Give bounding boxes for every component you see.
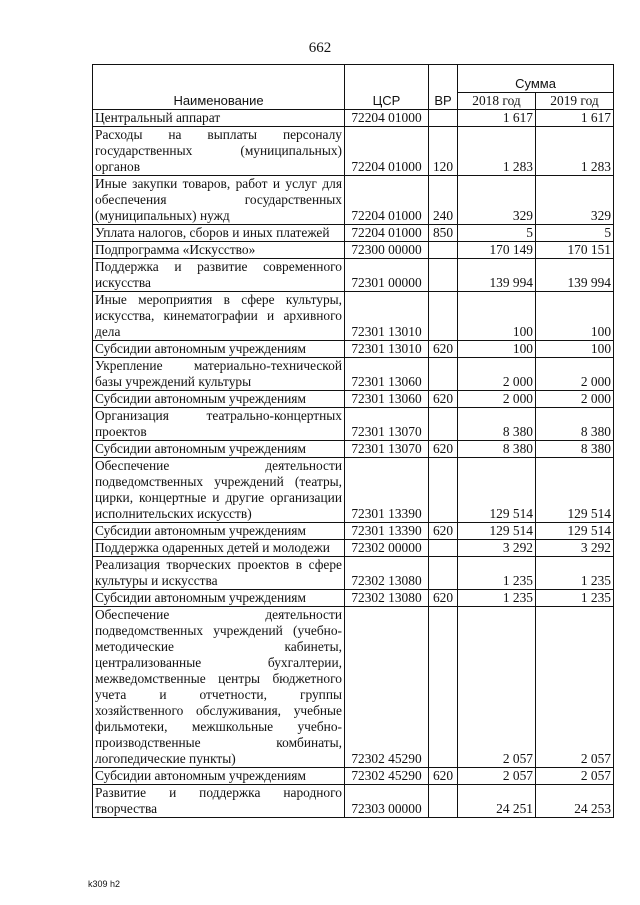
cell-2018: 5 bbox=[458, 225, 536, 242]
cell-2018: 100 bbox=[458, 341, 536, 358]
cell-name: Реализация творческих проектов в сфере культуры и искусства bbox=[93, 557, 345, 590]
cell-vr bbox=[429, 110, 458, 127]
cell-csr: 72204 01000 bbox=[345, 110, 429, 127]
cell-vr bbox=[429, 358, 458, 391]
table-row bbox=[93, 441, 614, 458]
cell-vr bbox=[429, 458, 458, 523]
footer-code: k309 h2 bbox=[88, 879, 121, 889]
cell-name: Организация театрально-концертных проектов bbox=[93, 408, 345, 441]
cell-2019: 100 bbox=[536, 292, 614, 341]
cell-vr bbox=[429, 557, 458, 590]
cell-name: Субсидии автономным учреждениям bbox=[93, 768, 345, 785]
table-row bbox=[93, 225, 614, 242]
cell-name: Центральный аппарат bbox=[93, 110, 345, 127]
cell-2019: 1 235 bbox=[536, 557, 614, 590]
cell-csr: 72301 13010 bbox=[345, 292, 429, 341]
cell-2019: 2 000 bbox=[536, 391, 614, 408]
cell-csr: 72301 13070 bbox=[345, 408, 429, 441]
cell-2019: 2 000 bbox=[536, 358, 614, 391]
cell-csr: 72301 13060 bbox=[345, 358, 429, 391]
cell-name: Субсидии автономным учреждениям bbox=[93, 441, 345, 458]
cell-2018: 24 251 bbox=[458, 785, 536, 818]
cell-vr bbox=[429, 785, 458, 818]
cell-2018: 129 514 bbox=[458, 458, 536, 523]
cell-2018: 329 bbox=[458, 176, 536, 225]
table-row bbox=[93, 242, 614, 259]
cell-csr: 72204 01000 bbox=[345, 127, 429, 176]
cell-csr: 72301 13060 bbox=[345, 391, 429, 408]
cell-csr: 72301 13390 bbox=[345, 458, 429, 523]
cell-name: Подпрограмма «Искусство» bbox=[93, 242, 345, 259]
cell-2018: 1 283 bbox=[458, 127, 536, 176]
cell-csr: 72302 13080 bbox=[345, 590, 429, 607]
table-row bbox=[93, 408, 614, 441]
cell-csr: 72204 01000 bbox=[345, 176, 429, 225]
cell-2019: 329 bbox=[536, 176, 614, 225]
cell-vr: 850 bbox=[429, 225, 458, 242]
cell-2019: 129 514 bbox=[536, 523, 614, 540]
cell-2018: 2 057 bbox=[458, 768, 536, 785]
header-name: Наименование bbox=[93, 65, 345, 110]
cell-name: Поддержка одаренных детей и молодежи bbox=[93, 540, 345, 557]
table-row bbox=[93, 607, 614, 768]
table-row bbox=[93, 358, 614, 391]
cell-2018: 2 000 bbox=[458, 391, 536, 408]
table-header bbox=[93, 65, 614, 110]
cell-2019: 129 514 bbox=[536, 458, 614, 523]
cell-vr: 620 bbox=[429, 590, 458, 607]
table-row bbox=[93, 458, 614, 523]
cell-name: Развитие и поддержка народного творчества bbox=[93, 785, 345, 818]
cell-name: Субсидии автономным учреждениям bbox=[93, 523, 345, 540]
cell-name: Иные закупки товаров, работ и услуг для обеспечения государственных (муниципальных) нужд bbox=[93, 176, 345, 225]
table-body bbox=[93, 110, 614, 818]
table-row bbox=[93, 341, 614, 358]
table-row bbox=[93, 391, 614, 408]
cell-2019: 8 380 bbox=[536, 408, 614, 441]
cell-name: Укрепление материально-технической базы учреждений культуры bbox=[93, 358, 345, 391]
cell-name: Субсидии автономным учреждениям bbox=[93, 590, 345, 607]
cell-csr: 72302 13080 bbox=[345, 557, 429, 590]
cell-2018: 170 149 bbox=[458, 242, 536, 259]
table-row bbox=[93, 523, 614, 540]
cell-2019: 5 bbox=[536, 225, 614, 242]
cell-vr bbox=[429, 292, 458, 341]
cell-csr: 72302 45290 bbox=[345, 607, 429, 768]
cell-vr bbox=[429, 408, 458, 441]
cell-2019: 3 292 bbox=[536, 540, 614, 557]
cell-name: Обеспечение деятельности подведомственных учреждений (театры, цирки, концертные и другие организации исполнительских искусств) bbox=[93, 458, 345, 523]
cell-vr bbox=[429, 242, 458, 259]
cell-vr bbox=[429, 259, 458, 292]
cell-vr: 620 bbox=[429, 391, 458, 408]
cell-2019: 8 380 bbox=[536, 441, 614, 458]
cell-vr: 620 bbox=[429, 523, 458, 540]
cell-csr: 72301 13070 bbox=[345, 441, 429, 458]
cell-2018: 1 617 bbox=[458, 110, 536, 127]
cell-vr bbox=[429, 540, 458, 557]
cell-2019: 24 253 bbox=[536, 785, 614, 818]
cell-csr: 72301 13010 bbox=[345, 341, 429, 358]
cell-2019: 2 057 bbox=[536, 768, 614, 785]
page-number: 662 bbox=[308, 40, 332, 56]
cell-csr: 72303 00000 bbox=[345, 785, 429, 818]
cell-vr: 620 bbox=[429, 768, 458, 785]
cell-name: Обеспечение деятельности подведомственных учреждений (учебно-методические кабинеты, централизованные бухгалтерии, межведомственные центры бюджетного учета и отчетности, группы хозяйственного обслуживания, учебные фильмотеки, межшкольные учебно-производственные комбинаты, логопедические пункты) bbox=[93, 607, 345, 768]
cell-csr: 72302 45290 bbox=[345, 768, 429, 785]
table-row bbox=[93, 127, 614, 176]
cell-vr: 240 bbox=[429, 176, 458, 225]
table-row bbox=[93, 785, 614, 818]
cell-name: Субсидии автономным учреждениям bbox=[93, 391, 345, 408]
cell-name: Уплата налогов, сборов и иных платежей bbox=[93, 225, 345, 242]
cell-2018: 8 380 bbox=[458, 408, 536, 441]
cell-name: Субсидии автономным учреждениям bbox=[93, 341, 345, 358]
header-sum: Сумма bbox=[458, 65, 614, 93]
table-row bbox=[93, 590, 614, 607]
table-row bbox=[93, 259, 614, 292]
cell-2018: 129 514 bbox=[458, 523, 536, 540]
header-vr: ВР bbox=[429, 65, 458, 110]
cell-2019: 2 057 bbox=[536, 607, 614, 768]
cell-2018: 1 235 bbox=[458, 557, 536, 590]
cell-csr: 72300 00000 bbox=[345, 242, 429, 259]
cell-csr: 72301 13390 bbox=[345, 523, 429, 540]
cell-2019: 1 235 bbox=[536, 590, 614, 607]
table-row bbox=[93, 540, 614, 557]
cell-2019: 100 bbox=[536, 341, 614, 358]
cell-vr: 620 bbox=[429, 441, 458, 458]
table-row bbox=[93, 110, 614, 127]
cell-2019: 1 617 bbox=[536, 110, 614, 127]
table-row bbox=[93, 768, 614, 785]
cell-2018: 139 994 bbox=[458, 259, 536, 292]
table-row bbox=[93, 292, 614, 341]
table-row bbox=[93, 557, 614, 590]
budget-table bbox=[92, 64, 614, 818]
cell-vr: 120 bbox=[429, 127, 458, 176]
cell-2018: 100 bbox=[458, 292, 536, 341]
cell-2019: 1 283 bbox=[536, 127, 614, 176]
table-row bbox=[93, 176, 614, 225]
cell-2018: 3 292 bbox=[458, 540, 536, 557]
cell-2019: 139 994 bbox=[536, 259, 614, 292]
cell-csr: 72301 00000 bbox=[345, 259, 429, 292]
cell-vr bbox=[429, 607, 458, 768]
cell-csr: 72302 00000 bbox=[345, 540, 429, 557]
header-csr: ЦСР bbox=[345, 65, 429, 110]
cell-2018: 2 057 bbox=[458, 607, 536, 768]
cell-2018: 8 380 bbox=[458, 441, 536, 458]
cell-name: Поддержка и развитие современного искусства bbox=[93, 259, 345, 292]
cell-vr: 620 bbox=[429, 341, 458, 358]
cell-csr: 72204 01000 bbox=[345, 225, 429, 242]
cell-name: Расходы на выплаты персоналу государственных (муниципальных) органов bbox=[93, 127, 345, 176]
header-year-2019: 2019 год bbox=[536, 93, 614, 110]
cell-2018: 1 235 bbox=[458, 590, 536, 607]
cell-2018: 2 000 bbox=[458, 358, 536, 391]
header-year-2018: 2018 год bbox=[458, 93, 536, 110]
cell-2019: 170 151 bbox=[536, 242, 614, 259]
cell-name: Иные мероприятия в сфере культуры, искусства, кинематографии и архивного дела bbox=[93, 292, 345, 341]
